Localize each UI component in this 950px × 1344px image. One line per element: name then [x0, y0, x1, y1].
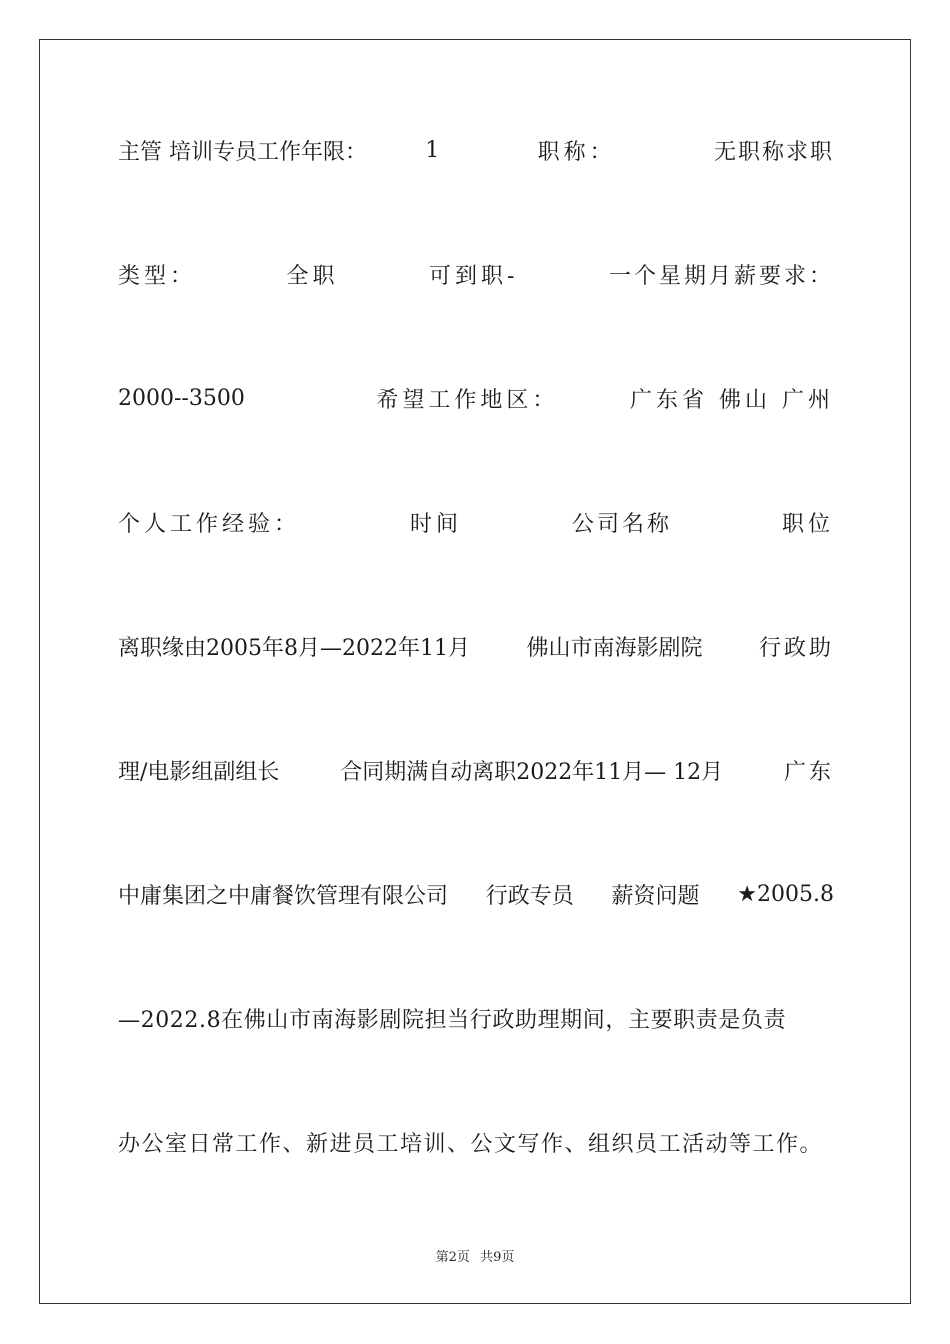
resume-line-5: [118, 629, 834, 663]
line-3-segment-1: 2000--3500: [118, 385, 245, 411]
line-7-segment-3: 薪资问题: [611, 883, 700, 909]
line-1-segment-3: 职称：: [537, 139, 616, 165]
line-5-segment-2: 佛山市南海影剧院: [526, 635, 703, 661]
line-4-segment-3: 公司名称: [571, 511, 672, 537]
page-footer: [0, 1246, 950, 1265]
resume-line-1: [118, 133, 834, 167]
resume-line-6: [118, 753, 834, 787]
resume-line-8: [118, 1001, 834, 1035]
resume-line-9: [118, 1125, 834, 1159]
line-9-text: 办公室日常工作、新进员工培训、公文写作、组织员工活动等工作。: [118, 1131, 824, 1157]
resume-line-3: [118, 381, 834, 415]
line-8-text: —2022.8在佛山市南海影剧院担当行政助理期间，主要职责是负责: [118, 1007, 787, 1033]
page-border: [39, 39, 911, 1304]
line-2-segment-1: 类型：: [118, 263, 197, 289]
line-2-segment-2: 全职: [286, 263, 339, 289]
line-2-segment-4: 一个星期月薪要求：: [608, 263, 834, 289]
footer-total-pages: 共9页: [480, 1250, 515, 1265]
line-6-segment-3: 广东: [783, 759, 834, 785]
line-5-segment-3: 行政助: [758, 635, 834, 661]
resume-line-2: [118, 257, 834, 291]
line-4-segment-2: 时间: [409, 511, 462, 537]
line-5-segment-1: 离职缘由2005年8月—2022年11月: [118, 635, 470, 661]
line-6-segment-1: 理/电影组副组长: [118, 759, 280, 785]
line-6-segment-2: 合同期满自动离职2022年11月— 12月: [340, 759, 724, 785]
resume-line-7: [118, 877, 834, 911]
line-7-segment-4: ★2005.8: [737, 881, 834, 907]
footer-current-page: 第2页: [435, 1250, 470, 1265]
line-4-segment-1: 个人工作经验：: [118, 511, 301, 537]
resume-line-4: [118, 505, 834, 539]
line-7-segment-2: 行政专员: [485, 883, 574, 909]
line-1-segment-4: 无职称求职: [713, 139, 834, 165]
line-7-segment-1: 中庸集团之中庸餐饮管理有限公司: [118, 883, 449, 909]
line-1-segment-2: 1: [425, 137, 440, 163]
line-2-segment-3: 可到职-: [429, 263, 519, 289]
line-3-segment-2: 希望工作地区：: [376, 387, 559, 413]
line-1-segment-1: 主管 培训专员工作年限：: [118, 139, 367, 165]
line-3-segment-3: 广东省 佛山 广州: [629, 387, 834, 413]
line-4-segment-4: 职位: [781, 511, 834, 537]
